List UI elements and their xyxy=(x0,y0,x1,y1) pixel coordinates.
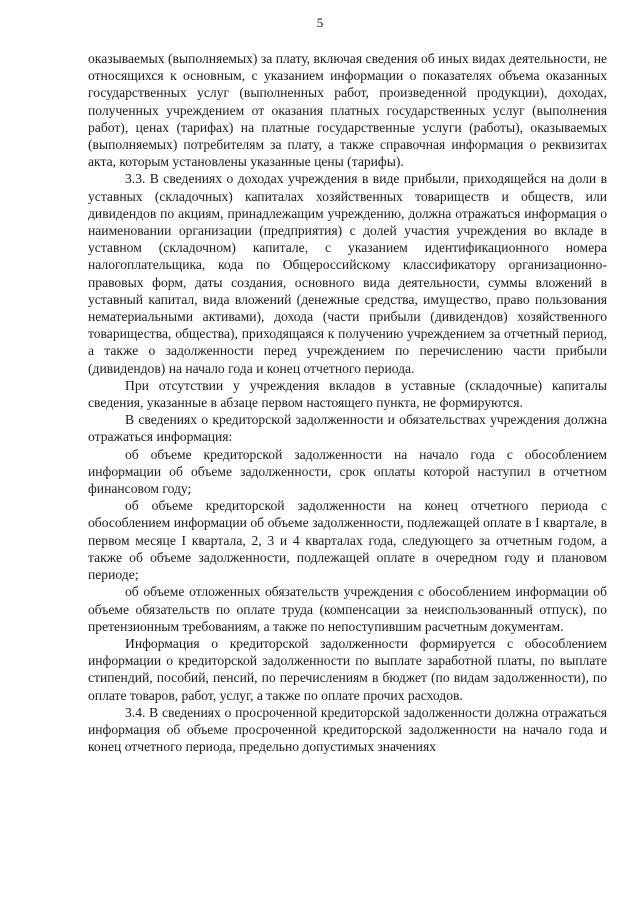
paragraph: об объеме кредиторской задолженности на конец отчетного периода с обособлением информации об объеме задолженности, подлежащей оплате в I квартале, в первом месяце I квартала, 2, 3 и 4 кварталах года, следующего за отчетным годом, а также об объеме задолженности, подлежащей оплате в очередном году и плановом периоде; xyxy=(88,498,607,583)
page-number: 5 xyxy=(316,15,324,30)
paragraph: 3.4. В сведениях о просроченной кредиторской задолженности должна отражаться информация об объеме просроченной кредиторской задолженности на начало года и конец отчетного периода, предельно допустимых значениях xyxy=(88,704,607,755)
paragraph: оказываемых (выполняемых) за плату, включая сведения об иных видах деятельности, не относящихся к основным, с указанием информации о показателях объема оказанных государственных услуг (выполненных работ, произведенной продукции), доходах, полученных учреждением от оказания платных государственных услуг (выполнения работ), ценах (тарифах) на платные государственные услуги (работы), оказываемых (выполняемых) потребителям за плату, а также справочная информация о реквизитах акта, которым установлены указанные цены (тарифы). xyxy=(88,51,607,170)
paragraph: При отсутствии у учреждения вкладов в уставные (складочные) капиталы сведения, указанные в абзаце первом настоящего пункта, не формируются. xyxy=(88,377,607,411)
paragraph: 3.3. В сведениях о доходах учреждения в виде прибыли, приходящейся на доли в уставных (складочных) капиталах хозяйственных товариществ и обществ, или дивидендов по акциям, принадлежащим учреждению, должна отражаться информация о наименовании организации (предприятия) с долей участия учреждения во вкладе в уставном (складочном) капитале, с указанием идентификационного номера налогоплательщика, кода по Общероссийскому классификатору организационно-правовых форм, даты создания, основного вида деятельности, суммы вложений в уставный капитал, вида вложений (денежные средства, имущество, право пользования нематериальными активами), дохода (части прибыли (дивидендов) хозяйственного товарищества, общества), приходящаяся к получению учреждением за отчетный период, а также о задолженности перед учреждением по перечислению части прибыли (дивидендов) на начало года и конец отчетного периода. xyxy=(88,171,607,376)
paragraph: об объеме кредиторской задолженности на начало года с обособлением информации об объеме задолженности, срок оплаты которой наступил в отчетном финансовом году; xyxy=(88,446,607,497)
paragraph: об объеме отложенных обязательств учреждения с обособлением информации об объеме обязательств по оплате труда (компенсации за неиспользованный отпуск), по претензионным требованиям, а также по непоступившим расчетным документам. xyxy=(88,584,607,634)
paragraph: Информация о кредиторской задолженности формируется с обособлением информации о кредиторской задолженности по выплате заработной платы, по выплате стипендий, пособий, пенсий, по перечислениям в бюджет (по видам задолженности), по оплате товаров, работ, услуг, а также по оплате прочих расходов. xyxy=(88,635,607,703)
paragraph: В сведениях о кредиторской задолженности и обязательствах учреждения должна отражаться информация: xyxy=(88,412,607,445)
document-body xyxy=(88,50,607,755)
